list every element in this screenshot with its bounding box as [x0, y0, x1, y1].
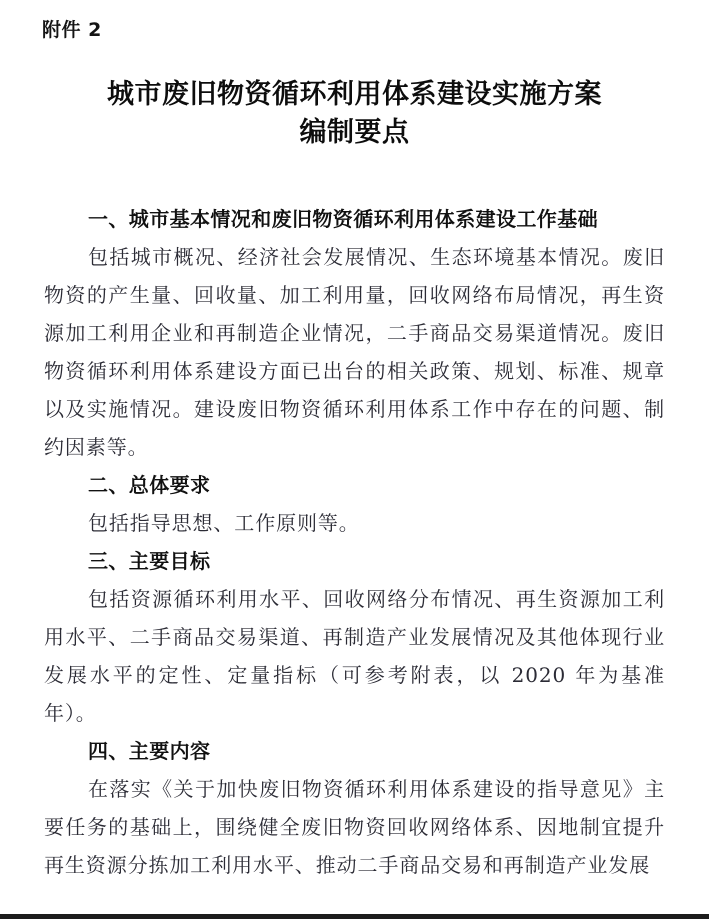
section-body-1: 包括城市概况、经济社会发展情况、生态环境基本情况。废旧物资的产生量、回收量、加工利用量，回收网络布局情况，再生资源加工利用企业和再制造企业情况，二手商品交易渠道情况。废旧物资循环利用体系建设方面已出台的相关政策、规划、标准、规章以及实施情况。建设废旧物资循环利用体系工作中存在的问题、制约因素等。 — [44, 245, 665, 459]
page-title — [44, 76, 665, 152]
section-heading-4: 四、主要内容 — [88, 739, 211, 763]
page-title-line-1: 城市废旧物资循环利用体系建设实施方案 — [107, 79, 602, 110]
page-title-line-2: 编制要点 — [299, 117, 410, 148]
section-body-2: 包括指导思想、工作原则等。 — [88, 511, 360, 535]
document-body — [44, 200, 665, 884]
section-heading-2: 二、总体要求 — [88, 473, 211, 497]
section-heading-3: 三、主要目标 — [88, 549, 211, 573]
attachment-label: 附件 2 — [42, 19, 102, 41]
section-heading-1: 一、城市基本情况和废旧物资循环利用体系建设工作基础 — [88, 207, 598, 231]
section-body-4: 在落实《关于加快废旧物资循环利用体系建设的指导意见》主要任务的基础上，围绕健全废旧物资回收网络体系、因地制宜提升再生资源分拣加工利用水平、推动二手商品交易和再制造产业发展 — [44, 777, 665, 877]
page-bottom-edge — [0, 914, 709, 919]
section-body-3: 包括资源循环利用水平、回收网络分布情况、再生资源加工利用水平、二手商品交易渠道、再制造产业发展情况及其他体现行业发展水平的定性、定量指标（可参考附表，以 2020 年为基准年）。 — [44, 587, 665, 725]
